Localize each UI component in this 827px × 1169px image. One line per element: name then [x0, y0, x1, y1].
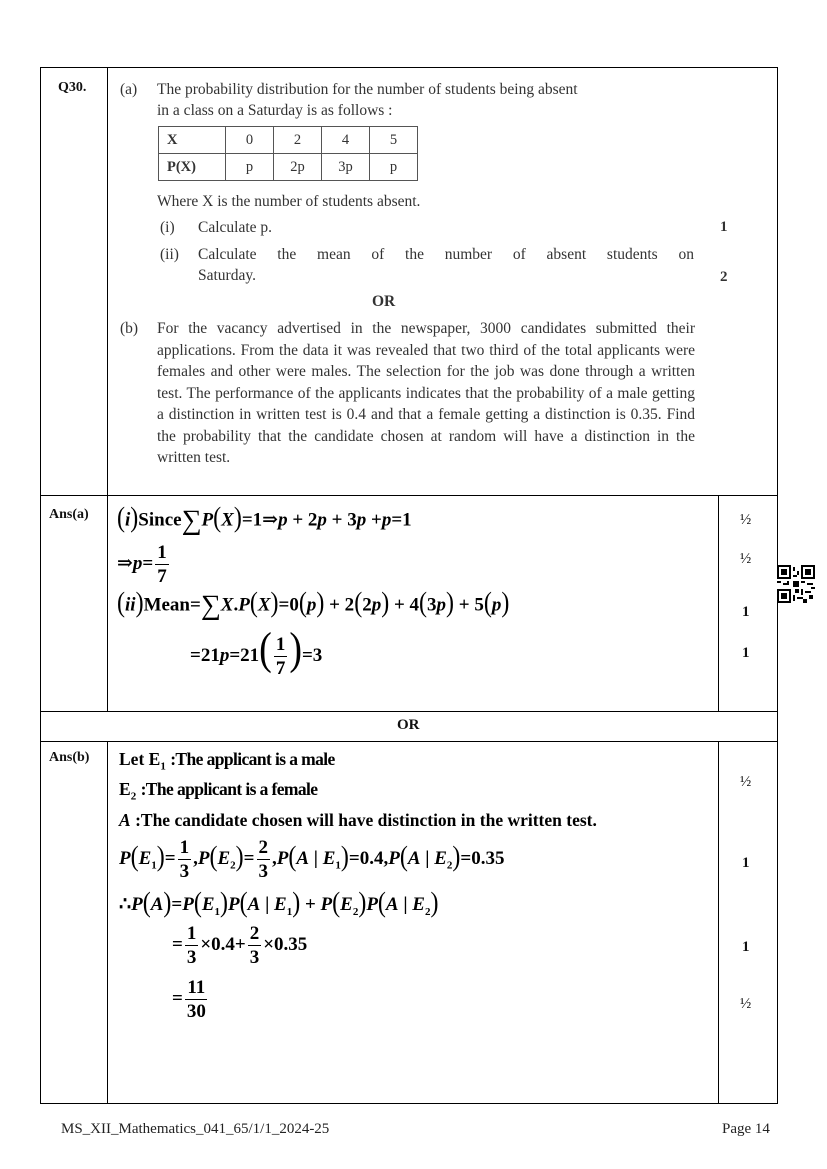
sub-i-marks: 1	[720, 219, 728, 235]
part-a-label: (a)	[120, 81, 138, 98]
column-divider-left	[107, 67, 108, 711]
column-divider-left-lower	[107, 741, 108, 1104]
answer-b-label: Ans(b)	[49, 750, 90, 765]
table-cell: p	[226, 154, 274, 181]
answer-a-line3: (ii)Mean=∑X.P(X)=0(p) + 2(2p) + 4(3p) + 5(p)	[117, 587, 510, 621]
column-divider-right	[718, 495, 719, 711]
table-cell: X	[159, 127, 226, 154]
table-cell: 3p	[322, 154, 370, 181]
answer-b-line7: = $\frac{11}{30}$	[172, 977, 206, 1022]
table-cell: 4	[322, 127, 370, 154]
answer-b-line3: A :The candidate chosen will have distinction in the written test.	[119, 810, 597, 830]
sub-i-label: (i)	[160, 219, 175, 236]
table-cell: p	[370, 154, 418, 181]
answer-a-line1: (i)Since∑P(X)=1⇒p + 2p + 3p +p=1	[117, 502, 412, 536]
table-cell: 0	[226, 127, 274, 154]
answer-a-line4: =21p=21( $\frac{1}{7}$ )=3	[190, 623, 323, 680]
answer-b-line4: $P(E_1)=$ $\frac{1}{3}$ $,P(E_2)=$ $\frac{2}{3}$ ,P(A | $E_1)=0.4,P(A$ | $E_2)=0.35$	[119, 837, 505, 882]
row-divider-1	[40, 495, 778, 496]
where-text: Where X is the number of students absent.	[157, 193, 421, 210]
question-or-label: OR	[372, 293, 396, 310]
sub-i-text: Calculate p.	[198, 219, 273, 236]
sub-ii-text-line1	[198, 244, 694, 266]
sub-ii-text-line2: Saturday.	[198, 267, 256, 284]
table-cell: 2	[274, 127, 322, 154]
table-row-px	[159, 154, 418, 181]
let-e-text: Let E	[119, 749, 161, 769]
answer-b-line2: $E_2$ :The applicant is a female	[119, 779, 318, 803]
part-a-text-line2: in a class on a Saturday is as follows :	[157, 102, 393, 119]
row-divider-3	[40, 741, 778, 742]
footer-page-number: Page 14	[722, 1121, 770, 1137]
event-e2-desc: :The applicant is a female	[140, 779, 318, 799]
row-divider-2	[40, 711, 778, 712]
probability-table	[158, 126, 418, 181]
answer-b-mark-4: ½	[740, 996, 752, 1012]
event-e1-desc: :The applicant is a male	[170, 749, 335, 769]
answer-b-line5: $\therefore P(A)=P(E_1)P(A$ | $E_1) + P(E_2)P(A$ | $E_2$)	[119, 887, 439, 919]
table-cell: 2p	[274, 154, 322, 181]
answer-a-mark-1: ½	[740, 512, 752, 528]
part-b-label: (b)	[120, 320, 139, 337]
question-number: Q30.	[58, 80, 87, 95]
part-b-text: For the vacancy advertised in the newspaper, 3000 candidates submitted their applications. From the data it was revealed that two third of the total applicants were females and other were males. The selection for the job was done through a written test. The performance of the applicants indicates that the probability of a male getting a distinction in written test is 0.4 and that a female getting a distinction is 0.35. Find the probability that the candidate chosen at random will have a distinction in the written test.	[157, 320, 695, 466]
table-cell: 5	[370, 127, 418, 154]
table-row-x	[159, 127, 418, 154]
answer-b-line6: = $\frac{1}{3}$ ×0.4+ $\frac{2}{3}$ ×0.35	[172, 923, 308, 968]
answer-b-mark-2: 1	[742, 855, 750, 871]
footer-document-code: MS_XII_Mathematics_041_65/1/1_2024-25	[61, 1121, 330, 1137]
table-cell: P(X)	[159, 154, 226, 181]
part-a-text-line1: The probability distribution for the number of students being absent	[157, 81, 578, 98]
event-a-desc: :The candidate chosen will have distinction in the written test.	[135, 810, 597, 830]
answer-a-mark-3: 1	[742, 604, 750, 620]
answer-b-mark-3: 1	[742, 939, 750, 955]
answer-a-mark-4: 1	[742, 645, 750, 661]
answer-b-line1: Let $E_1$ :The applicant is a male	[119, 749, 335, 773]
column-divider-right-lower	[718, 741, 719, 1104]
answer-a-label: Ans(a)	[49, 507, 89, 522]
sub-ii-marks: 2	[720, 269, 728, 285]
or-row-label: OR	[397, 717, 420, 733]
answer-b-mark-1: ½	[740, 774, 752, 790]
sub-ii-label: (ii)	[160, 246, 179, 263]
qr-code-icon	[777, 565, 815, 603]
answer-a-line2: ⇒p= $\frac{1}{7}$	[117, 542, 167, 587]
answer-a-mark-2: ½	[740, 551, 752, 567]
sub-ii-text-1: Calculate the mean of the number of absent students on	[198, 246, 694, 263]
